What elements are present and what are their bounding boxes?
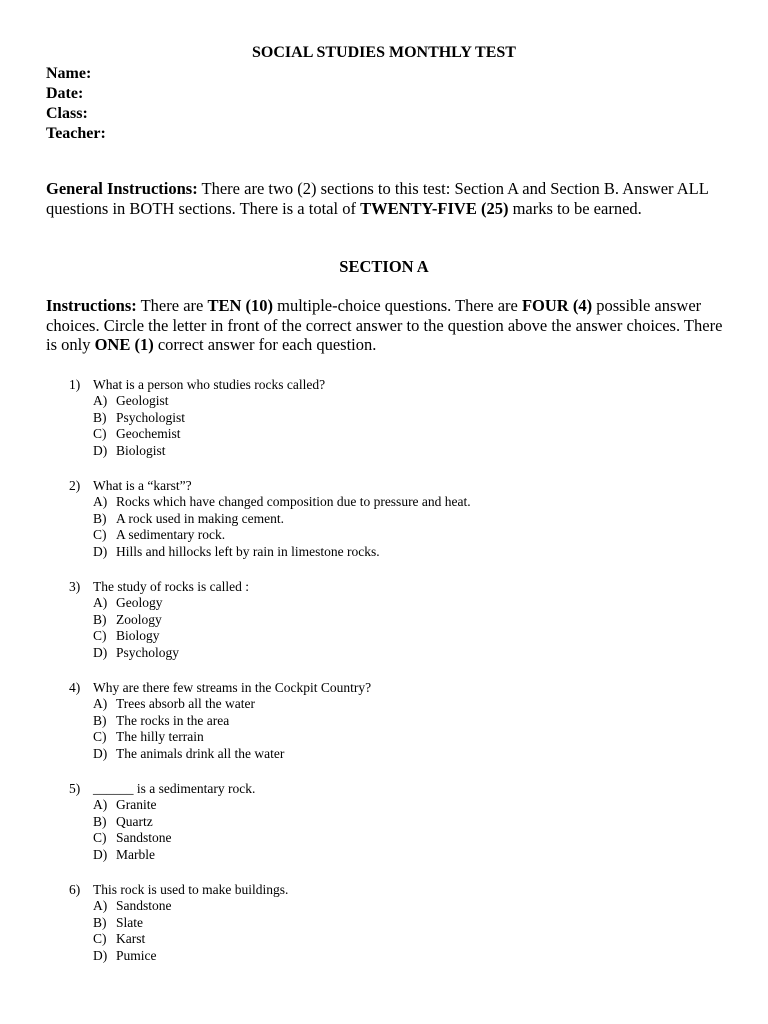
option-letter[interactable]: A) xyxy=(93,797,108,812)
question-count: TEN (10) xyxy=(207,296,274,315)
question-text: Why are there few streams in the Cockpit Country? xyxy=(93,680,372,695)
question-text: The study of rocks is called : xyxy=(93,579,249,594)
question-text: What is a person who studies rocks called? xyxy=(93,377,326,392)
question-number: 4) xyxy=(69,680,81,695)
option-letter[interactable]: C) xyxy=(93,830,107,846)
choice-count: FOUR (4) xyxy=(521,296,593,315)
option-letter[interactable]: B) xyxy=(93,712,107,728)
answer-option[interactable] xyxy=(93,410,729,427)
answer-option[interactable] xyxy=(93,931,729,948)
option-text: Karst xyxy=(116,931,146,947)
section-a-heading: SECTION A xyxy=(339,257,429,276)
option-text: The rocks in the area xyxy=(116,712,230,728)
section-instructions-label: Instructions: xyxy=(46,296,137,315)
option-letter[interactable]: D) xyxy=(93,645,108,661)
option-letter[interactable]: D) xyxy=(93,847,108,863)
question-item xyxy=(69,780,729,881)
option-text: Quartz xyxy=(116,813,153,829)
answer-option[interactable] xyxy=(93,729,729,746)
general-instructions-text: There are two (2) sections to this test: Section A and Section B. Answer ALL questions in BOTH sections. There is a total of xyxy=(46,179,709,218)
question-number: 3) xyxy=(69,579,81,594)
option-text: Sandstone xyxy=(116,830,172,846)
class-field-label: Class: xyxy=(46,105,88,122)
teacher-field-label: Teacher: xyxy=(46,125,106,142)
answer-option[interactable] xyxy=(93,443,729,460)
answer-option[interactable] xyxy=(93,544,729,561)
answer-option[interactable] xyxy=(93,814,729,831)
answer-option[interactable] xyxy=(93,948,729,965)
answer-option[interactable] xyxy=(93,713,729,730)
answer-option[interactable] xyxy=(93,426,729,443)
answer-option[interactable] xyxy=(93,494,729,511)
option-letter[interactable]: A) xyxy=(93,696,108,711)
option-letter[interactable]: B) xyxy=(93,611,107,627)
option-letter[interactable]: B) xyxy=(93,813,107,829)
correct-answer-count: ONE (1) xyxy=(94,335,154,354)
option-text: Hills and hillocks left by rain in limestone rocks. xyxy=(116,544,380,560)
general-instructions-label: General Instructions: xyxy=(46,179,198,198)
option-letter[interactable]: C) xyxy=(93,527,107,543)
question-item xyxy=(69,578,729,679)
option-letter[interactable]: C) xyxy=(93,426,107,442)
question-text: What is a “karst”? xyxy=(93,478,192,493)
total-marks: TWENTY-FIVE (25) xyxy=(360,198,509,218)
option-letter[interactable]: B) xyxy=(93,510,107,526)
test-title: SOCIAL STUDIES MONTHLY TEST xyxy=(252,44,516,61)
answer-option[interactable] xyxy=(93,393,729,410)
option-letter[interactable]: B) xyxy=(93,914,107,930)
answer-option[interactable] xyxy=(93,645,729,662)
student-info-fields xyxy=(46,64,106,144)
option-text: Biology xyxy=(116,628,160,644)
section-instructions-text: correct answer for each question. xyxy=(153,335,377,354)
answer-option[interactable] xyxy=(93,746,729,763)
question-number: 5) xyxy=(69,781,81,796)
question-text: ______ is a sedimentary rock. xyxy=(93,781,256,796)
option-text: The animals drink all the water xyxy=(116,746,285,762)
option-text: Geologist xyxy=(116,393,169,408)
answer-option[interactable] xyxy=(93,527,729,544)
option-letter[interactable]: D) xyxy=(93,746,108,762)
option-letter[interactable]: C) xyxy=(93,729,107,745)
answer-option[interactable] xyxy=(93,915,729,932)
section-instructions xyxy=(46,296,726,355)
question-number: 6) xyxy=(69,882,81,897)
question-item xyxy=(69,477,729,578)
option-letter[interactable]: A) xyxy=(93,494,108,509)
answer-option[interactable] xyxy=(93,696,729,713)
name-field-label: Name: xyxy=(46,65,92,82)
question-number: 2) xyxy=(69,478,81,493)
answer-option[interactable] xyxy=(93,847,729,864)
option-letter[interactable]: D) xyxy=(93,544,108,560)
option-letter[interactable]: A) xyxy=(93,393,108,408)
answer-option[interactable] xyxy=(93,898,729,915)
general-instructions xyxy=(46,179,726,218)
option-text: Rocks which have changed composition due to pressure and heat. xyxy=(116,494,471,509)
option-text: Zoology xyxy=(116,611,162,627)
option-text: Marble xyxy=(116,847,155,863)
question-item xyxy=(69,881,729,982)
answer-option[interactable] xyxy=(93,628,729,645)
section-instructions-text: There are xyxy=(136,296,208,315)
question-text: This rock is used to make buildings. xyxy=(93,882,289,897)
question-item xyxy=(69,679,729,780)
answer-option[interactable] xyxy=(93,797,729,814)
answer-option[interactable] xyxy=(93,511,729,528)
option-text: Trees absorb all the water xyxy=(116,696,255,711)
section-instructions-text: multiple-choice questions. There are xyxy=(273,296,522,315)
answer-option[interactable] xyxy=(93,595,729,612)
option-text: Sandstone xyxy=(116,898,172,913)
option-text: Psychologist xyxy=(116,409,186,425)
answer-option[interactable] xyxy=(93,612,729,629)
option-text: The hilly terrain xyxy=(116,729,204,745)
option-letter[interactable]: A) xyxy=(93,898,108,913)
option-letter[interactable]: C) xyxy=(93,628,107,644)
option-letter[interactable]: C) xyxy=(93,931,107,947)
option-text: Slate xyxy=(116,914,143,930)
option-text: A rock used in making cement. xyxy=(116,510,284,526)
option-text: Geochemist xyxy=(116,426,181,442)
option-text: Granite xyxy=(116,797,157,812)
option-text: A sedimentary rock. xyxy=(116,527,226,543)
option-letter[interactable]: D) xyxy=(93,443,108,459)
option-text: Psychology xyxy=(116,645,180,661)
question-item xyxy=(69,376,729,477)
date-field-label: Date: xyxy=(46,85,84,102)
question-list xyxy=(69,376,729,982)
option-text: Pumice xyxy=(116,948,157,964)
option-text: Geology xyxy=(116,595,163,610)
option-letter[interactable]: A) xyxy=(93,595,108,610)
option-letter[interactable]: B) xyxy=(93,409,107,425)
option-letter[interactable]: D) xyxy=(93,948,108,964)
general-instructions-text-end: marks to be earned. xyxy=(508,198,642,218)
question-number: 1) xyxy=(69,377,81,392)
section-instructions-text: possible answer choices. Circle the letter in front of the correct answer to the question above the answer choices. There is only xyxy=(46,296,723,354)
option-text: Biologist xyxy=(116,443,166,459)
answer-option[interactable] xyxy=(93,830,729,847)
